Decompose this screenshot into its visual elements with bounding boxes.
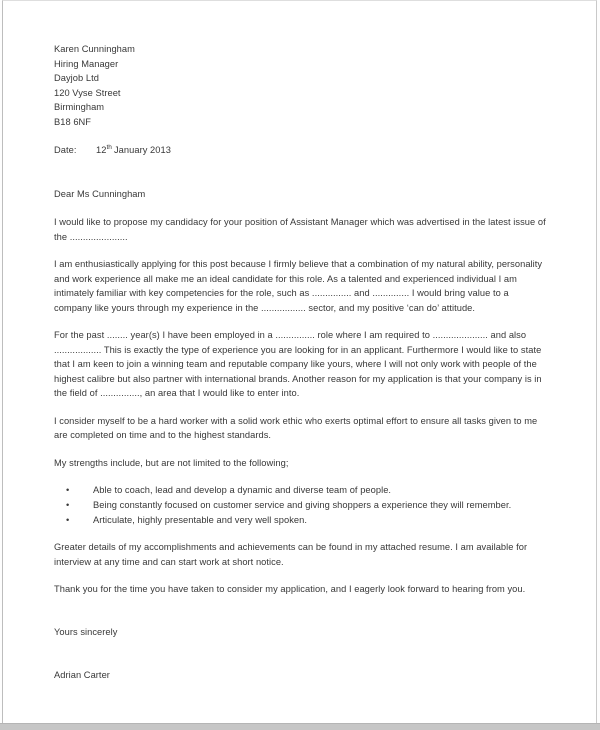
paragraph-enthusiasm: I am enthusiastically applying for this post because I firmly believe that a combination of my natural ability, personality and work experience all make me an ideal candidate for this role. As a talented and experienced individual I am intimately familiar with key competencies for the role, such as ............... and .............. I would bring value to a company like yours through my experience in the ................. sector, and my positive ‘can do’ attitude. <box>54 259 543 313</box>
strengths-intro: My strengths include, but are not limited to the following; <box>54 457 289 468</box>
strength-item: • Articulate, highly presentable and very well spoken. <box>54 513 546 528</box>
signature-name: Adrian Carter <box>54 670 110 681</box>
date-day: 12 <box>96 145 107 155</box>
page-bottom-edge <box>0 723 600 730</box>
date-month-year: January 2013 <box>113 145 171 155</box>
date-label: Date: <box>54 145 77 155</box>
letter-page <box>2 0 597 723</box>
recipient-address-block <box>54 42 546 129</box>
paragraph-opening: I would like to propose my candidacy for your position of Assistant Manager which was advertised in the latest issue of the ...................... <box>54 217 546 242</box>
recipient-name: Karen Cunningham <box>54 44 135 54</box>
recipient-postcode: B18 6NF <box>54 116 92 127</box>
closing-valediction: Yours sincerely <box>54 626 118 637</box>
salutation: Dear Ms Cunningham <box>54 188 146 199</box>
date-ordinal-suffix: th <box>106 143 112 151</box>
recipient-city: Birmingham <box>54 102 105 112</box>
recipient-company: Dayjob Ltd <box>54 73 99 83</box>
recipient-title: Hiring Manager <box>54 58 119 69</box>
date-line <box>54 143 546 158</box>
strength-item: • Able to coach, lead and develop a dynamic and diverse team of people. <box>54 483 546 498</box>
paragraph-experience: For the past ........ year(s) I have been employed in a ............... role where I am required to ..................... and also .................. This is exactly the type of experience you are looking for in an applicant. Furthermore I would like to state that I am keen to join a winning team and reputable company like yours, where I will not only work with people of the highest calibre but also partner with international brands. Another reason for my application is that your company is in the field of ..............., an area that I would like to enter into. <box>54 330 542 398</box>
paragraph-resume: Greater details of my accomplishments and achievements can be found in my attached resume. I am available for interview at any time and can start work at short notice. <box>54 542 528 567</box>
strength-item: • Being constantly focused on customer service and giving shoppers a experience they will remember. <box>54 498 546 513</box>
paragraph-thanks: Thank you for the time you have taken to consider my application, and I eagerly look forward to hearing from you. <box>54 584 526 595</box>
recipient-street: 120 Vyse Street <box>54 87 121 98</box>
paragraph-work-ethic: I consider myself to be a hard worker with a solid work ethic who exerts optimal effort to ensure all tasks given to me are completed on time and to the highest standards. <box>54 415 538 440</box>
strengths-list <box>54 483 546 527</box>
